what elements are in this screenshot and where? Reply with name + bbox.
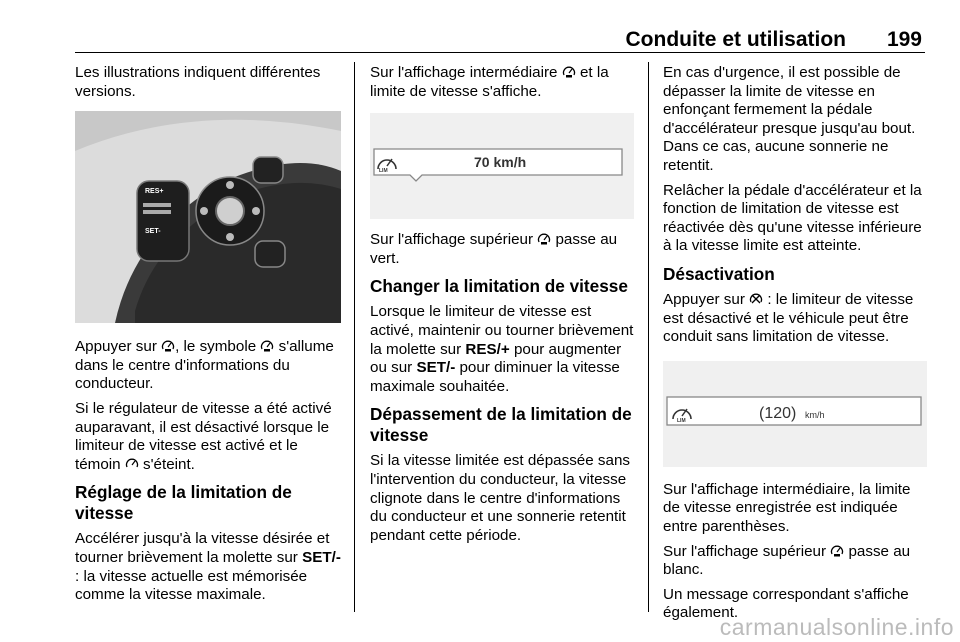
- heading-exceed: Dépassement de la limitation de vitesse: [370, 404, 632, 446]
- speed-display-illustration: [370, 113, 634, 219]
- page-header: [0, 0, 960, 52]
- speed-limiter-icon: [537, 232, 551, 245]
- instruction-2-text-a: Si le régulateur de vitesse a été activé auparavant, il est désactivé lorsque le limiteur de vitesse est activé et le témoin: [75, 399, 332, 473]
- display-intro-text-a: Sur l'affichage intermédiaire: [370, 64, 562, 81]
- deactivation-text-a: Appuyer sur: [663, 290, 750, 308]
- emergency-paragraph: En cas d'urgence, il est possible de dépasser la limite de vitesse en enfonçant fermement la pédale d'accélérateur presque jusqu'au bout. Dans ce cas, aucune sonnerie ne retentit.: [663, 64, 916, 174]
- section-title: Conduite et utilisation: [625, 28, 846, 51]
- display-intro: [370, 64, 636, 101]
- column-divider-2: [648, 62, 649, 612]
- key-set: SET/-: [302, 548, 341, 566]
- instruction-1-text-b: , le symbole: [175, 338, 261, 356]
- release-paragraph: Relâcher la pédale d'accélérateur et la fonction de limitation de vitesse est réactivée dès qu'une vitesse inférieure à la vitesse limite est atteinte.: [663, 181, 922, 255]
- instruction-1: [75, 338, 341, 394]
- exceed-paragraph: Si la vitesse limitée est dépassée sans l'intervention du conducteur, la vitesse clignote dans le centre d'informations du conducteur et une sonnerie retentit pendant cette période.: [370, 452, 631, 544]
- speed-limiter-icon: [260, 339, 274, 352]
- instruction-2: [75, 400, 341, 474]
- intro-paragraph: Les illustrations indiquent différentes versions.: [75, 64, 321, 100]
- speed-unit: km/h: [805, 409, 825, 420]
- upper-display-note: [370, 231, 636, 268]
- upper-display-white: [663, 543, 929, 580]
- column-3: [663, 64, 929, 629]
- heading-change: Changer la limitation de vitesse: [370, 276, 628, 297]
- heading-setting: Réglage de la limitation de vitesse: [75, 482, 292, 524]
- speed-limiter-icon: [161, 339, 175, 352]
- change-paragraph: [370, 303, 636, 396]
- watermark: carmanualsonline.info: [719, 614, 954, 640]
- key-set: SET/-: [416, 359, 456, 377]
- column-2: [370, 64, 636, 551]
- stored-speed-value: (120): [759, 404, 797, 422]
- change-text-c: pour diminuer la vitesse maximale souhaitée.: [370, 359, 620, 395]
- deactivation-paragraph: [663, 291, 929, 347]
- display-intro-text-b: et la limite de vitesse s'affiche.: [370, 64, 609, 100]
- instruction-3-text-a: Accélérer jusqu'à la vitesse désirée et tourner brièvement la molette sur: [75, 530, 330, 566]
- change-text-b: pour augmenter ou sur: [370, 340, 622, 377]
- upper-display-text-b: passe au vert.: [370, 231, 618, 267]
- intermediate-display-paragraph: Sur l'affichage intermédiaire, la limite de vitesse enregistrée est indiquée entre parenthèses.: [663, 480, 911, 535]
- res-label: RES+: [145, 188, 164, 196]
- instruction-3: [75, 530, 341, 604]
- instruction-1-text-a: Appuyer sur: [75, 338, 162, 356]
- cancel-icon: [749, 292, 763, 305]
- upper-display-white-text-b: passe au blanc.: [663, 542, 911, 579]
- upper-display-white-text-a: Sur l'affichage supérieur: [663, 542, 831, 560]
- speed-limiter-icon: [562, 65, 576, 78]
- key-res: RES/+: [465, 340, 510, 358]
- heading-deactivation: Désactivation: [663, 263, 775, 284]
- instruction-3-text-b: : la vitesse actuelle est mémorisée comme la vitesse maximale.: [75, 567, 308, 604]
- set-label: SET-: [145, 228, 161, 236]
- lim-label: LIM: [677, 417, 686, 424]
- deactivation-text-b: : le limiteur de vitesse est désactivé et le véhicule peut être conduit sans limitation de vitesse.: [663, 290, 914, 346]
- steering-wheel-illustration: [75, 111, 341, 323]
- lim-label: LIM: [379, 168, 388, 175]
- speed-value: 70 km/h: [474, 154, 527, 171]
- upper-display-text-a: Sur l'affichage supérieur: [370, 231, 538, 249]
- instruction-2-text-b: s'éteint.: [138, 455, 195, 473]
- cruise-control-icon: [125, 457, 139, 470]
- speed-limiter-icon: [830, 544, 844, 557]
- message-paragraph: Un message correspondant s'affiche également.: [663, 585, 909, 622]
- header-rule: [75, 52, 925, 53]
- change-text-a: Lorsque le limiteur de vitesse est activé, maintenir ou tourner brièvement la molette sur: [370, 303, 634, 358]
- column-1: [75, 64, 341, 611]
- stored-speed-display-illustration: [663, 361, 927, 467]
- instruction-1-text-c: s'allume dans le centre d'informations du conducteur.: [75, 338, 334, 393]
- page-number: 199: [886, 28, 922, 51]
- column-divider-1: [354, 62, 355, 612]
